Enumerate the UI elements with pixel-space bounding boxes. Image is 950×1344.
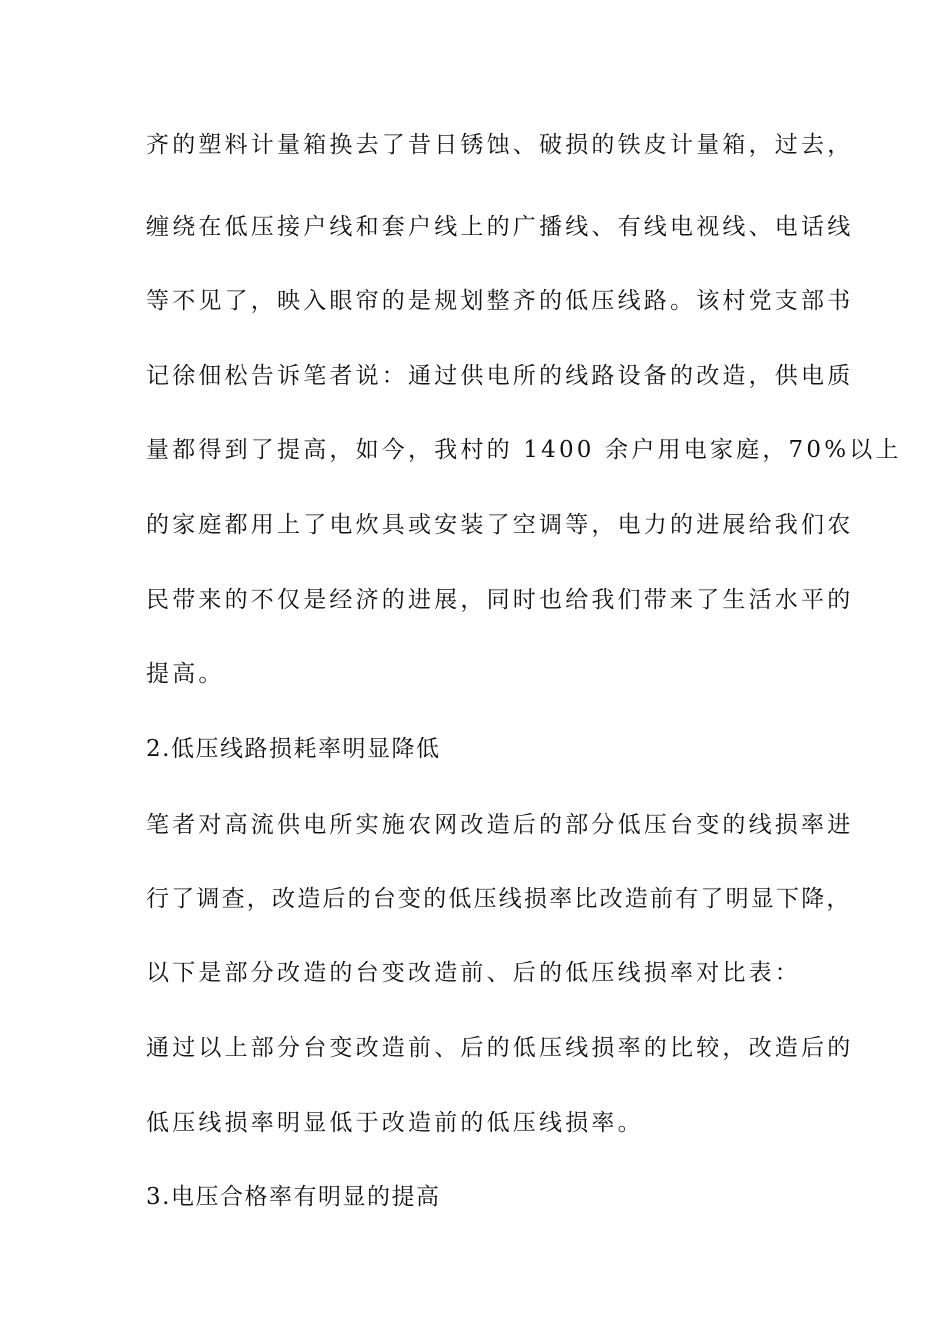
paragraph-line: 民带来的不仅是经济的进展，同时也给我们带来了生活水平的 xyxy=(146,587,854,613)
paragraph-line: 等不见了，映入眼帘的是规划整齐的低压线路。该村党支部书 xyxy=(146,288,854,314)
paragraph-line: 齐的塑料计量箱换去了昔日锈蚀、破损的铁皮计量箱，过去， xyxy=(146,132,854,158)
paragraph-line: 行了调查，改造后的台变的低压线损率比改造前有了明显下降， xyxy=(146,886,852,912)
paragraph-line: 缠绕在低压接户线和套户线上的广播线、有线电视线、电话线 xyxy=(146,214,854,240)
paragraph-line: 通过以上部分台变改造前、后的低压线损率的比较，改造后的 xyxy=(146,1035,854,1061)
paragraph-line: 的家庭都用上了电炊具或安装了空调等，电力的进展给我们农 xyxy=(146,512,854,538)
paragraph-line: 笔者对高流供电所实施农网改造后的部分低压台变的线损率进 xyxy=(146,812,854,838)
paragraph-line: 提高。 xyxy=(146,661,225,687)
paragraph-line: 以下是部分改造的台变改造前、后的低压线损率对比表： xyxy=(146,960,801,986)
paragraph-line: 记徐佃松告诉笔者说：通过供电所的线路设备的改造，供电质 xyxy=(146,363,854,389)
section-heading: 2.低压线路损耗率明显降低 xyxy=(146,736,441,762)
paragraph-line: 低压线损率明显低于改造前的低压线损率。 xyxy=(146,1110,644,1136)
section-heading: 3.电压合格率有明显的提高 xyxy=(146,1184,441,1210)
paragraph-line: 量都得到了提高，如今，我村的 1400 余户用电家庭，70%以上 xyxy=(146,437,902,463)
